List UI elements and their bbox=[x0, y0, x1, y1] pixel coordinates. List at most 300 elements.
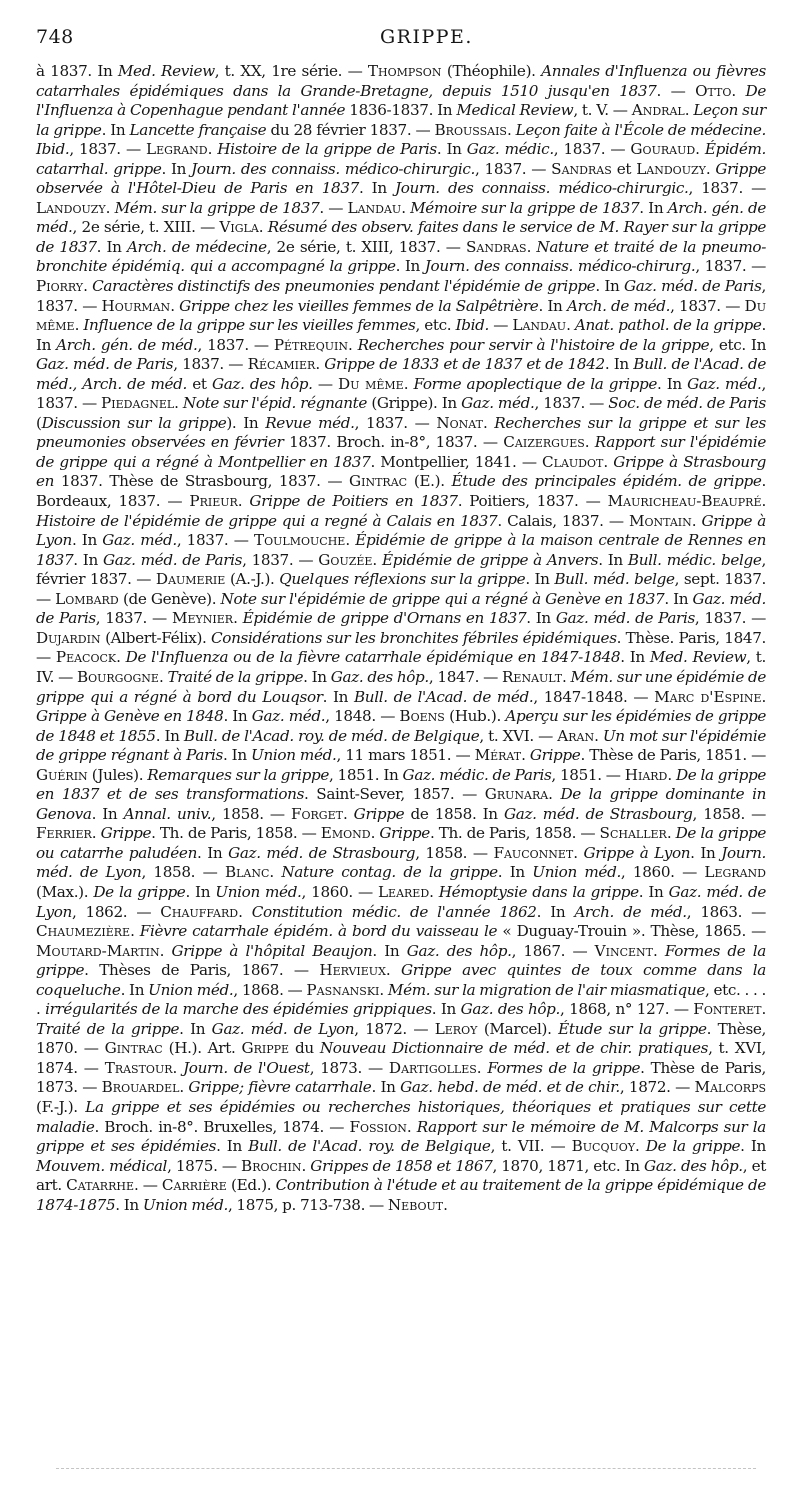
entry-author: Dartigolles bbox=[388, 1058, 477, 1077]
entry-text: . Th. de Paris, 1858. — bbox=[429, 824, 600, 843]
entry-text: , 1837. — bbox=[475, 159, 552, 178]
entry-text: , t. XX, 1re série. — bbox=[214, 62, 368, 80]
bibliography-entry bbox=[221, 590, 693, 608]
entry-author: Bucquoy bbox=[571, 1137, 636, 1156]
entry-title: Nouveau Dictionnaire de méd. et de chir. pratiques bbox=[319, 1039, 709, 1058]
entry-text: . In bbox=[358, 179, 395, 198]
entry-text: . In bbox=[536, 902, 575, 921]
entry-title: Étude sur la grippe bbox=[558, 1019, 707, 1038]
entry-text: . In bbox=[525, 570, 555, 589]
entry-text: (de Genève). bbox=[118, 589, 221, 608]
entry-title: Recherches pour servir à l'histoire de la grippe bbox=[357, 335, 710, 354]
entry-text: , 11 mars 1851. — bbox=[336, 746, 475, 765]
entry-text: , 1837. — bbox=[695, 257, 767, 276]
entry-title: Hémoptysie dans la grippe bbox=[438, 882, 639, 901]
entry-author: Du même bbox=[36, 296, 766, 335]
entry-text: à 1837. In bbox=[36, 62, 118, 80]
entry-author: Legrand bbox=[146, 140, 208, 159]
bibliography-entry bbox=[130, 121, 435, 139]
entry-title: Grippe avec quintes de toux comme dans la coqueluche bbox=[36, 961, 766, 999]
entry-text: , 1863. — bbox=[686, 902, 767, 921]
bibliography-entry bbox=[532, 863, 704, 881]
entry-title: De la grippe bbox=[645, 1137, 741, 1156]
entry-title: Union méd. bbox=[215, 882, 302, 901]
entry-title: Anat. pathol. de la grippe bbox=[574, 316, 762, 335]
bibliography-entry: Prieur. Grippe de Poitiers en 1837. Poitiers, 1837. — bbox=[189, 492, 608, 511]
entry-text: , 1872. — bbox=[354, 1019, 435, 1038]
entry-title: Soc. de méd. de Paris bbox=[608, 394, 766, 413]
bibliography-entry: Marc d'Espine. Grippe à Genève en 1848. In bbox=[36, 687, 766, 726]
entry-text: (H.). Art. bbox=[162, 1039, 242, 1058]
entry-title: Résumé des observ. faites dans le service de M. Rayer sur la grippe de 1837 bbox=[36, 218, 766, 256]
entry-author: Boens bbox=[399, 707, 445, 726]
entry-author: Gintrac bbox=[348, 472, 408, 491]
entry-title: Gaz. méd. de Lyon bbox=[36, 882, 767, 921]
bibliography-entry: Du même. Forme apoplectique de la grippe. In bbox=[338, 374, 688, 393]
entry-text: . In bbox=[690, 843, 722, 862]
entry-title: Grippe de 1833 et de 1837 et de 1842 bbox=[324, 355, 605, 374]
entry-title: Bull. de l'Acad. de méd., Arch. de méd. bbox=[36, 355, 766, 393]
bibliography-entry bbox=[251, 746, 475, 764]
entry-text: . bbox=[443, 1195, 448, 1214]
entry-text: , 1837. — bbox=[694, 609, 767, 628]
entry-title: Caractères distinctifs des pneumonies pendant l'épidémie de grippe bbox=[92, 277, 596, 296]
bibliography-entry bbox=[461, 1000, 694, 1018]
bibliography-entry bbox=[56, 336, 274, 354]
entry-text: , 1868, n° 127. — bbox=[560, 1000, 694, 1019]
bibliography-entry: Dartigolles. Formes de la grippe. Thèse de Paris, 1873. — bbox=[36, 1058, 766, 1097]
entry-text: , etc. . . . . bbox=[36, 980, 766, 1019]
entry-title: De la grippe dominante in Genova bbox=[36, 785, 767, 823]
entry-text: , 1867. — bbox=[511, 941, 595, 960]
entry-author: Gintrac bbox=[104, 1039, 163, 1058]
bibliography-entry bbox=[36, 62, 368, 80]
entry-text: , 1858. — bbox=[141, 863, 225, 882]
entry-title: Union méd. bbox=[532, 863, 621, 882]
entry-text: . In bbox=[120, 980, 149, 999]
entry-text: . In bbox=[155, 726, 184, 745]
entry-title: Gaz. méd. de Paris bbox=[623, 277, 762, 296]
entry-title: Influence de la grippe sur les vieilles femmes bbox=[83, 316, 416, 335]
bibliography-entry bbox=[395, 179, 766, 197]
entry-author: Blanc bbox=[224, 863, 270, 882]
entry-text: , février 1837. — bbox=[36, 550, 766, 589]
bibliography-entry bbox=[279, 570, 554, 588]
entry-text: . In bbox=[115, 1195, 143, 1214]
entry-author: Otto bbox=[695, 81, 732, 100]
bibliography-entry: Hiard. De la grippe en 1837 et de ses transformations. Saint-Sever, 1857. — bbox=[36, 765, 766, 804]
entry-author: Hourman bbox=[101, 296, 171, 315]
entry-title: Grippe observée à l'Hôtel-Dieu de Paris en 1837 bbox=[36, 159, 766, 198]
entry-author: Sandras bbox=[466, 237, 527, 256]
entry-text: (Albert-Félix). bbox=[100, 628, 212, 647]
bibliography-entry bbox=[105, 1039, 242, 1057]
entry-author: Daumerie bbox=[155, 570, 226, 589]
entry-author: Fossion bbox=[349, 1117, 407, 1136]
bibliography-entry: Nonat. Recherches sur la grippe et sur les pneumonies observées en février 1837. Broch. in-8°, 1837. — bbox=[36, 413, 766, 452]
entry-title: irrégularités de la marche des épidémies grippiques bbox=[45, 1000, 432, 1019]
entry-author: Schaller bbox=[599, 824, 667, 843]
bibliography-entry bbox=[55, 590, 220, 608]
entry-text: (Marcel). bbox=[477, 1019, 559, 1038]
entry-title: Quelques réflexions sur la grippe bbox=[279, 570, 526, 589]
bibliography-entry: Vincent. Formes de la grippe. Thèses de Paris, 1867. — bbox=[36, 941, 766, 980]
entry-title: Note sur l'épidémie de grippe qui a régné à Genève en 1837 bbox=[220, 589, 665, 608]
entry-title: Leçon faite à l'École de médecine. Ibid. bbox=[36, 120, 766, 159]
entry-text: . In bbox=[222, 746, 252, 765]
bibliography-entry bbox=[241, 1039, 319, 1057]
entry-text: , 1847. — bbox=[428, 667, 502, 686]
entry-text: . In bbox=[664, 589, 693, 608]
entry-title: Leçon sur la grippe bbox=[36, 101, 766, 139]
entry-text: . In bbox=[185, 882, 216, 901]
entry-text: , 1860. — bbox=[301, 882, 378, 901]
entry-text: , 1858. — bbox=[211, 804, 291, 823]
entry-author: Emond bbox=[320, 824, 371, 843]
entry-text: — bbox=[488, 316, 513, 335]
entry-text: . Calais, 1837. — bbox=[497, 511, 629, 530]
bibliography-entry: Bourgogne. Traité de la grippe. In bbox=[76, 667, 331, 686]
entry-title: Revue méd. bbox=[265, 413, 355, 432]
entry-author: Récamier bbox=[247, 355, 316, 374]
entry-author: Du même bbox=[338, 374, 404, 393]
entry-title: Bull. médic. belge bbox=[627, 550, 762, 569]
bibliography-entry bbox=[331, 668, 502, 686]
bibliography-entry: Claudot. Grippe à Strasbourg en 1837. Thèse de Strasbourg, 1837. — bbox=[36, 452, 766, 491]
bibliography-entry: Landau. Mémoire sur la grippe de 1837. In bbox=[347, 198, 668, 217]
bibliography-entry bbox=[66, 1176, 162, 1194]
entry-title: Fièvre catarrhale épidém. à bord du vaisseau le bbox=[139, 922, 498, 941]
entry-text: . — bbox=[656, 81, 696, 100]
entry-text: . Thèse de Paris, 1851. — bbox=[580, 746, 766, 765]
entry-title: Grippe bbox=[100, 824, 152, 843]
entry-text: . In bbox=[101, 120, 130, 139]
bibliography-entry bbox=[36, 1157, 241, 1175]
bibliography-entry: Fonteret. Traité de la grippe. In bbox=[36, 1000, 766, 1038]
entry-text: . Thèse. Paris, 1847. — bbox=[36, 628, 767, 667]
entry-text: . — bbox=[134, 1176, 162, 1195]
bibliography-entry bbox=[124, 805, 291, 823]
entry-text: . In bbox=[497, 863, 533, 882]
entry-title: Journ. méd. de Lyon bbox=[36, 843, 767, 882]
entry-title: Histoire de la grippe de Paris bbox=[217, 140, 437, 159]
entry-title: Formes de la grippe bbox=[487, 1058, 641, 1077]
entry-author: Chauffard bbox=[160, 902, 239, 921]
bibliography-entry bbox=[368, 62, 541, 80]
bibliography-entry: Schaller. De la grippe ou catarrhe paludéen. In bbox=[36, 824, 766, 862]
entry-text: , 1862. — bbox=[71, 902, 161, 921]
entry-title: Formes de la grippe bbox=[36, 941, 766, 980]
entry-text: . In bbox=[639, 198, 668, 217]
entry-title: Grippe à Lyon bbox=[36, 511, 767, 550]
bibliography-entry: Moutard-Martin. Grippe à l'hôpital Beaujon. In bbox=[36, 941, 407, 960]
entry-author: Marc d'Espine bbox=[654, 687, 762, 706]
entry-text: , 1837. — bbox=[69, 140, 147, 159]
entry-title: Grippe bbox=[529, 746, 581, 765]
entry-title: La grippe et ses épidémies ou recherches historiques, théoriques et pratiques sur cette maladie bbox=[36, 1097, 766, 1136]
entry-author: Pétrequin bbox=[273, 335, 348, 354]
bibliography-entry: Piorry. Caractères distinctifs des pneumonies pendant l'épidémie de grippe. In bbox=[36, 277, 624, 296]
entry-text: , 1872. — bbox=[619, 1078, 695, 1097]
bibliography-entry bbox=[252, 707, 400, 725]
entry-text: « Duguay-Trouin ». Thèse, 1865. — bbox=[497, 922, 766, 941]
entry-author: Nonat bbox=[436, 413, 483, 432]
bibliography-entry bbox=[212, 1020, 435, 1038]
entry-author: Gouzée bbox=[318, 550, 373, 569]
bibliography-entry: Ferrier. Grippe. Th. de Paris, 1858. — bbox=[36, 824, 321, 843]
entry-text: , 1848. — bbox=[325, 707, 400, 726]
bibliography-entry: Renault. Mém. sur une épidémie de grippe qui a régné à bord du Louqsor. In bbox=[36, 667, 766, 706]
entry-author: Peacock bbox=[55, 648, 117, 667]
bibliography-entry: Otto. De l'Influenza à Copenhague pendant l'année 1836-1837. In bbox=[36, 81, 766, 120]
entry-text: , 1860. — bbox=[620, 863, 705, 882]
entry-title: De la grippe bbox=[93, 882, 186, 901]
entry-text: , 1837. — bbox=[354, 413, 437, 432]
entry-text: , 1837. — bbox=[688, 179, 767, 198]
entry-title: Épidém. catarrhal. grippe bbox=[36, 140, 766, 178]
entry-author: Landouzy bbox=[36, 198, 106, 217]
entry-text: 1837. Broch. in-8°, 1837. — bbox=[283, 433, 504, 452]
bibliography-entry: Hervieux. Grippe avec quintes de toux comme dans la coqueluche. In bbox=[36, 961, 766, 999]
entry-title: Gaz. méd. de Paris bbox=[36, 589, 766, 628]
entry-title: Constitution médic. de l'année 1862 bbox=[251, 902, 537, 921]
entry-author: Renault bbox=[501, 667, 563, 686]
entry-text: (F.-J.). bbox=[36, 1097, 86, 1116]
entry-title: Gaz. des hôp. bbox=[644, 1156, 743, 1175]
entry-text: . Th. de Paris, 1858. — bbox=[151, 824, 321, 843]
bibliography-entry bbox=[36, 355, 248, 373]
bibliography-entry: Grunara. De la grippe dominante in Genova. In bbox=[36, 785, 767, 823]
entry-text: , 1837. — bbox=[173, 355, 248, 374]
entry-title: Arch. gén. de méd. bbox=[56, 335, 198, 354]
entry-text: . In bbox=[197, 843, 229, 862]
entry-text: . In bbox=[179, 1019, 212, 1038]
bibliography-entry: Blanc. Nature contag. de la grippe. In bbox=[224, 863, 533, 882]
entry-text: , 1875. — bbox=[167, 1156, 242, 1175]
entry-text: de 1858. In bbox=[404, 804, 504, 823]
bibliography-entry bbox=[265, 414, 436, 432]
entry-text: , sept. 1837. — bbox=[36, 570, 767, 608]
bibliography-entry: Brouardel. Grippe; fièvre catarrhale. In bbox=[101, 1078, 401, 1097]
entry-title: Gaz. des hôp. bbox=[406, 941, 512, 960]
entry-title: Grippe à Lyon bbox=[583, 843, 691, 862]
bibliography-entry bbox=[407, 942, 595, 960]
entry-title: Gaz. méd. de Paris bbox=[102, 550, 243, 569]
bibliography-entry bbox=[191, 160, 551, 178]
entry-title: Gaz. des hôp. bbox=[330, 667, 429, 686]
bibliography-entry: Chauffard. Constitution médic. de l'année 1862. In bbox=[160, 902, 575, 921]
entry-title: Rapport sur l'épidémie de grippe qui a régné à Montpellier en 1837 bbox=[36, 433, 766, 471]
entry-title: Traité de la grippe bbox=[36, 1019, 180, 1038]
bibliography-entry bbox=[36, 629, 211, 647]
bibliography-entry bbox=[574, 903, 766, 921]
bibliography-entry: Gouraud. Épidém. catarrhal. grippe. In bbox=[36, 140, 766, 178]
entry-text: . In bbox=[96, 237, 127, 256]
bibliography-entry: Broussais. Leçon faite à l'École de médecine. Ibid., 1837. — bbox=[36, 120, 766, 159]
entry-author: Guérin bbox=[36, 765, 88, 784]
entry-text: , 1851. — bbox=[551, 765, 625, 784]
entry-author: Carrière bbox=[161, 1176, 227, 1195]
entry-title: Traité de la grippe bbox=[167, 667, 304, 686]
bibliography-entry: Caizergues. Rapport sur l'épidémie de grippe qui a régné à Montpellier en 1837. Montpellier, 1841. — bbox=[36, 433, 766, 471]
entry-text: et bbox=[611, 159, 637, 178]
entry-title: Gaz. des hôp. bbox=[211, 374, 313, 393]
entry-title: Épidémie de grippe à Anvers bbox=[381, 550, 599, 569]
bibliography-entry: Pétrequin. Recherches pour servir à l'histoire de la grippe, etc. In bbox=[273, 335, 767, 354]
entry-text: (Grippe). In bbox=[367, 394, 462, 413]
entry-text: , 1851. In bbox=[328, 765, 403, 784]
entry-text: du 28 février 1837. — bbox=[266, 120, 435, 139]
entry-text: . Broch. in-8°. Bruxelles, 1874. — bbox=[94, 1117, 350, 1136]
entry-author: Lombard bbox=[55, 589, 119, 608]
entry-text: . In bbox=[526, 609, 556, 628]
entry-text: , 1837. — bbox=[176, 531, 255, 550]
entry-title: Bull. de l'Acad. roy. de Belgique bbox=[248, 1137, 491, 1156]
entry-text: (Max.). bbox=[36, 882, 94, 901]
bibliography-entry: Meynier. Épidémie de grippe d'Ornans en 1837. In bbox=[171, 609, 556, 628]
entry-title: Gaz. méd. bbox=[687, 374, 762, 393]
entry-author: Bourgogne bbox=[76, 667, 159, 686]
entry-author: Landouzy bbox=[636, 159, 706, 178]
entry-title: Arch. de médecine bbox=[126, 237, 267, 256]
entry-author: Thompson bbox=[367, 62, 442, 80]
entry-text: . In bbox=[303, 667, 331, 686]
bibliography-entry: Mauricheau-Beaupré. Histoire de l'épidémie de grippe qui a regné à Calais en 1837. Calais, 1837. — bbox=[36, 492, 766, 530]
bibliography-entry bbox=[147, 766, 402, 784]
entry-text: , 1837. — bbox=[534, 394, 609, 413]
entry-title: Mémoire sur la grippe de 1837 bbox=[410, 198, 640, 217]
entry-title: Grippe bbox=[379, 824, 430, 843]
bibliography-entry bbox=[248, 1137, 571, 1155]
entry-author: Hiard bbox=[624, 765, 668, 784]
entry-text: (A.-J.). bbox=[225, 570, 280, 589]
entry-text: . In bbox=[595, 277, 624, 296]
bibliography-entry bbox=[400, 1078, 694, 1096]
entry-title: Nature contag. de la grippe bbox=[281, 863, 498, 882]
entry-author: Landau bbox=[347, 198, 402, 217]
entry-author: Trastour bbox=[104, 1058, 173, 1077]
entry-author: Prieur bbox=[189, 492, 238, 511]
entry-author: Vincent bbox=[594, 941, 654, 960]
entry-author: Sandras bbox=[551, 159, 612, 178]
entry-text: , 1837. — bbox=[197, 335, 274, 354]
bibliography-entry bbox=[228, 844, 493, 862]
entry-title: Med. Review bbox=[117, 62, 215, 80]
entry-text: du bbox=[289, 1039, 320, 1058]
bibliography-entry: Piedagnel. Note sur l'épid. régnante (Grippe). In bbox=[101, 394, 462, 413]
bibliography-entry: Mérat. Grippe. Thèse de Paris, 1851. — bbox=[474, 746, 766, 765]
entry-text: , t. V. — bbox=[573, 101, 632, 120]
bibliography-entry bbox=[354, 688, 654, 706]
bibliography-entry bbox=[93, 883, 215, 901]
bibliography-entry bbox=[435, 1020, 558, 1038]
entry-author: Legrand bbox=[704, 863, 766, 882]
entry-text: . Thèse, 1870. — bbox=[36, 1019, 767, 1058]
entry-text: 1836-1837. In bbox=[345, 101, 457, 120]
entry-title: Considérations sur les bronchites fébriles épidémiques bbox=[211, 628, 617, 647]
entry-title: Grippe à Genève en 1848 bbox=[36, 707, 224, 726]
entry-title: Discussion sur la grippe bbox=[41, 413, 227, 432]
bibliography-text bbox=[36, 62, 766, 1215]
entry-title: Mouvem. médical bbox=[36, 1156, 168, 1175]
entry-title: Bull. de l'Acad. roy. de méd. de Belgique bbox=[183, 726, 480, 745]
entry-title: Gaz. médic. bbox=[466, 140, 554, 159]
bibliography-entry: Récamier. Grippe de 1833 et de 1837 et de 1842. In bbox=[247, 355, 634, 374]
entry-title: Union méd. bbox=[142, 1195, 228, 1214]
bibliography-entry bbox=[504, 805, 766, 823]
entry-text: . In bbox=[216, 1137, 249, 1156]
entry-title: Gaz. méd. de Strasbourg bbox=[228, 843, 416, 862]
entry-title: Aperçu sur les épidémies de grippe de 1848 et 1855 bbox=[36, 707, 767, 745]
bibliography-entry bbox=[467, 140, 631, 158]
entry-title: Recherches sur la grippe et sur les pneumonies observées en février bbox=[36, 413, 766, 452]
entry-text: , 1837. — bbox=[36, 374, 766, 413]
bibliography-entry bbox=[551, 160, 636, 178]
bibliography-entry bbox=[215, 883, 378, 901]
entry-text: , 1837. — bbox=[242, 550, 319, 569]
entry-title: Mém. sur la grippe de 1837 bbox=[114, 198, 320, 217]
entry-text: . In bbox=[91, 804, 124, 823]
bibliography-entry: Sandras. Nature et traité de la pneumo-bronchite épidémiq. qui a accompagné la grippe. In bbox=[36, 237, 766, 276]
entry-text: (Hub.). bbox=[444, 707, 506, 726]
entry-title: Bull. de l'Acad. de méd. bbox=[353, 687, 534, 706]
bibliography-entry: Vigla. Résumé des observ. faites dans le service de M. Rayer sur la grippe de 1837. In bbox=[36, 218, 766, 256]
entry-text: , 1868. — bbox=[233, 980, 307, 999]
entry-text: , 1837. — bbox=[553, 140, 631, 159]
entry-text: , t. IV. — bbox=[36, 648, 766, 686]
bibliography-entry: Montain. Grippe à Lyon. In bbox=[36, 511, 767, 550]
bibliography-entry bbox=[148, 981, 306, 999]
entry-text: . In bbox=[656, 374, 688, 393]
entry-author: Brochin bbox=[241, 1156, 302, 1175]
entry-text: — bbox=[312, 374, 339, 393]
bibliography-entry: Toulmouche. Épidémie de grippe à la maison centrale de Rennes en 1837. In bbox=[36, 531, 767, 569]
entry-title: Forme apoplectique de la grippe bbox=[413, 374, 657, 393]
entry-author: Vigla bbox=[219, 218, 259, 237]
entry-author: Gouraud bbox=[630, 140, 696, 159]
entry-title: Journ. des connaiss. médico-chirurgic. bbox=[191, 159, 476, 178]
bibliography-entry: Hourman. Grippe chez les vieilles femmes de la Salpêtrière. In bbox=[101, 296, 567, 315]
bibliography-entry bbox=[103, 551, 318, 569]
entry-title: Gaz. méd. bbox=[251, 707, 326, 726]
bibliography-entry bbox=[127, 238, 466, 256]
bibliography-entry: Leared. Hémoptysie dans la grippe. In bbox=[377, 882, 669, 901]
entry-author: Broussais bbox=[434, 120, 507, 139]
entry-title: Remarques sur la grippe bbox=[147, 765, 329, 784]
entry-title: Arch. de méd. bbox=[574, 902, 687, 921]
entry-text: . In bbox=[538, 296, 567, 315]
entry-author: Ferrier bbox=[36, 824, 92, 843]
entry-text: . In bbox=[161, 159, 192, 178]
entry-title: Rapport sur le mémoire de M. Malcorps sur la grippe et ses épidémies bbox=[36, 1117, 766, 1156]
entry-author: Forget bbox=[290, 804, 343, 823]
bibliography-entry: Trastour. Journ. de l'Ouest, 1873. — bbox=[104, 1058, 389, 1077]
entry-title: De la grippe ou catarrhe paludéen bbox=[36, 824, 766, 862]
entry-text: 1837. Thèse de Strasbourg, 1837. — bbox=[54, 472, 349, 491]
entry-title: De l'Influenza à Copenhague pendant l'année bbox=[36, 81, 766, 120]
entry-text: (E.). bbox=[407, 472, 452, 491]
bibliography-entry: Andral. Leçon sur la grippe. In bbox=[36, 101, 766, 139]
entry-author: Catarrhe bbox=[66, 1176, 134, 1195]
entry-author: Aran bbox=[557, 726, 595, 745]
bibliography-entry bbox=[162, 1176, 276, 1194]
entry-text: . In bbox=[740, 1137, 766, 1156]
entry-text: , etc. bbox=[415, 316, 456, 335]
bibliography-entry: Legrand. Histoire de la grippe de Paris. In bbox=[146, 140, 467, 159]
entry-text: . — bbox=[319, 198, 348, 217]
entry-title: Histoire de l'épidémie de grippe qui a regné à Calais en 1837 bbox=[36, 511, 498, 530]
entry-text: . In bbox=[73, 550, 103, 569]
